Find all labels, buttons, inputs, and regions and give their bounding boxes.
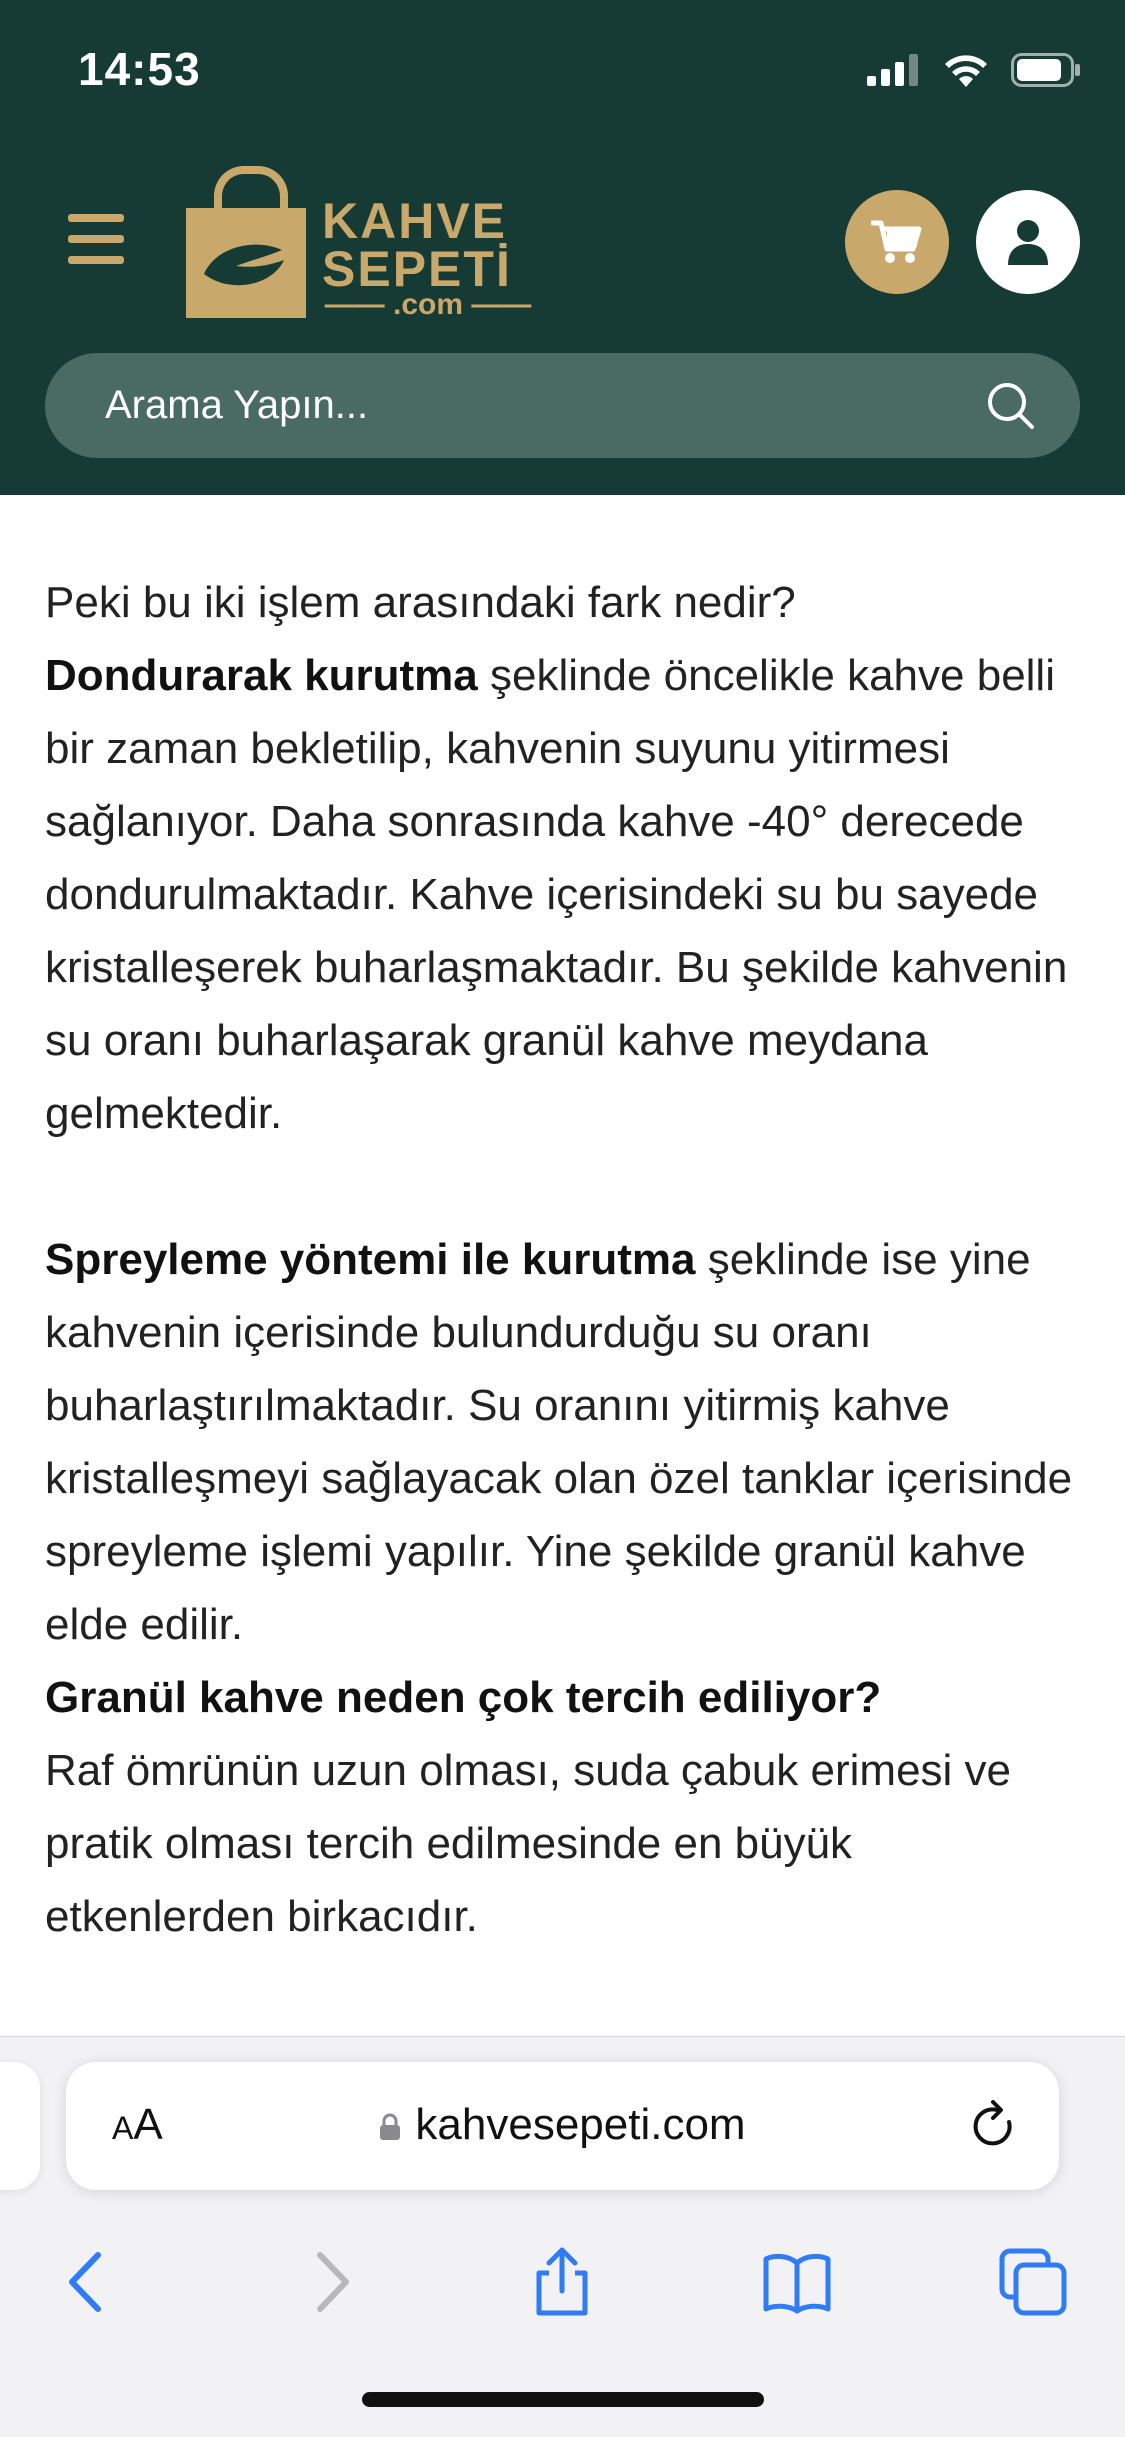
term-spray-drying: Spreyleme yöntemi ile kurutma [45, 1235, 696, 1284]
site-header [0, 0, 1125, 495]
home-indicator[interactable] [362, 2392, 764, 2407]
url-display[interactable]: kahvesepeti.com [66, 2100, 1059, 2150]
status-time: 14:53 [78, 43, 201, 95]
logo-text-sepeti: SEPETİ [322, 241, 512, 297]
site-logo[interactable] [184, 162, 544, 322]
tabs-icon[interactable] [998, 2247, 1068, 2317]
account-button[interactable] [976, 190, 1080, 294]
forward-icon[interactable] [296, 2247, 366, 2317]
wifi-icon [943, 53, 989, 87]
cart-button[interactable] [845, 190, 949, 294]
search-icon[interactable] [986, 381, 1036, 431]
reload-icon[interactable] [967, 2100, 1019, 2152]
share-icon[interactable] [527, 2247, 597, 2317]
article-content [45, 420, 1085, 1953]
paragraph-spray-drying: Spreyleme yöntemi ile kurutma şeklinde ise yine kahvenin içerisinde bulundurduğu su oranı buharlaştırılmaktadır. Su oranını yitirmiş kahve kristalleşmeyi sağlayacak olan özel tanklar içerisinde spreyleme işlemi yapılır. Yine şekilde granül kahve elde edilir. [45, 1235, 1073, 1649]
paragraph-freeze-drying: Dondurarak kurutma şeklinde öncelikle kahve belli bir zaman bekletilip, kahvenin suyunu yitirmesi sağlanıyor. Daha sonrasında kahve -40° derecede dondurulmaktadır. Kahve içerisindeki su bu sayede kristalleşerek buharlaşmaktadır. Bu şekilde kahvenin su oranı buharlaşarak granül kahve meydana gelmektedir. [45, 651, 1068, 1138]
logo-text-kahve: KAHVE [322, 193, 508, 249]
reader-aa-button[interactable]: AA [112, 2100, 163, 2149]
search-placeholder: Arama Yapın... [105, 383, 369, 427]
previous-tab-peek[interactable] [0, 2062, 40, 2190]
logo-text-com: —— .com —— [324, 288, 532, 321]
paragraph-question: Peki bu iki işlem arasındaki fark nedir? [45, 578, 796, 627]
cart-icon [871, 219, 923, 265]
address-bar[interactable] [66, 2062, 1059, 2190]
navigation-toolbar [0, 2237, 1125, 2337]
battery-icon [1011, 53, 1081, 87]
paragraph-why-granul: Raf ömrünün uzun olması, suda çabuk erimesi ve pratik olması tercih edilmesinde en büyük etkenlerden birkacıdır. [45, 1746, 1012, 1941]
shopping-bag-logo-icon [186, 208, 306, 318]
status-icons [867, 48, 1081, 92]
hamburger-menu-icon[interactable] [68, 214, 124, 264]
lock-icon [379, 2113, 401, 2141]
back-icon[interactable] [52, 2247, 122, 2317]
section-heading: Granül kahve neden çok tercih ediliyor? [45, 1673, 882, 1722]
browser-toolbar [0, 2036, 1125, 2437]
bookmarks-icon[interactable] [762, 2247, 832, 2317]
user-icon [1008, 219, 1048, 265]
cellular-signal-icon [867, 54, 921, 86]
term-freeze-drying: Dondurarak kurutma [45, 651, 478, 700]
search-input[interactable] [45, 353, 1080, 458]
